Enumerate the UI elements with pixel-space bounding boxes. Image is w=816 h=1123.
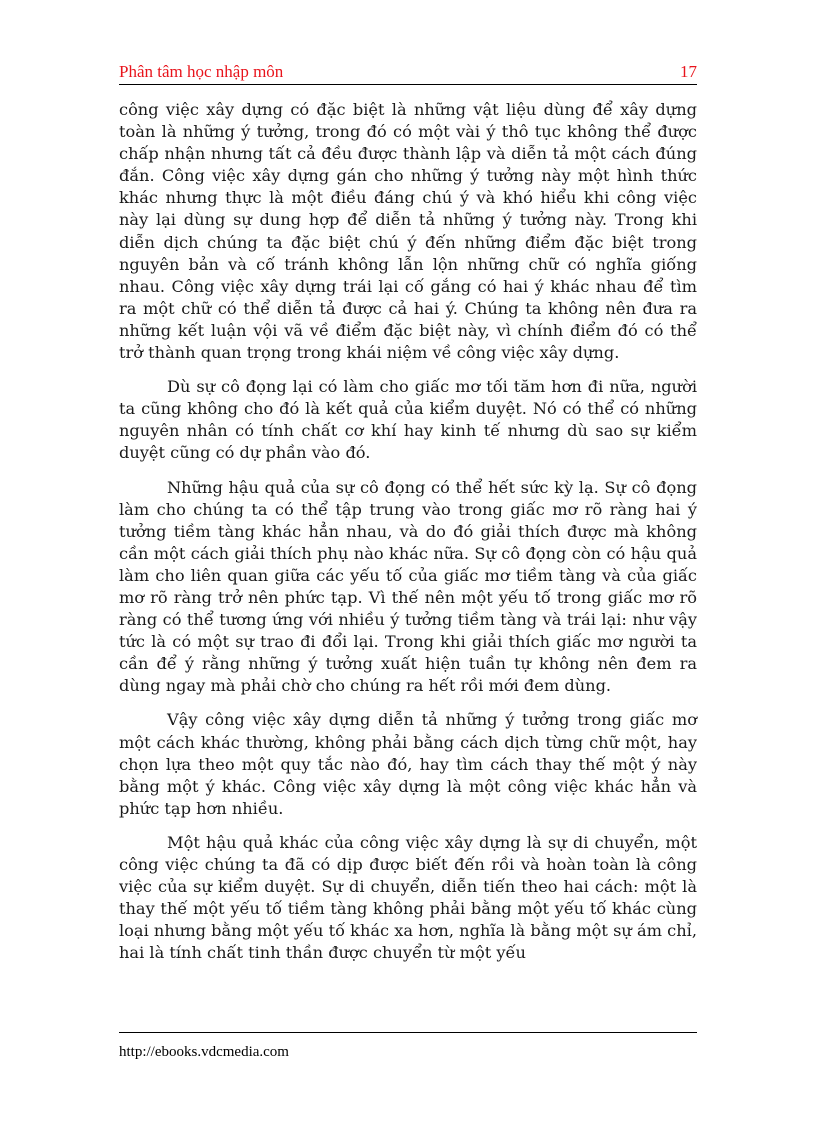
paragraph-5: Một hậu quả khác của công việc xây dựng là sự di chuyển, một công việc chúng ta đã có dịp được biết đến rồi và hoàn toàn là công việc của sự kiểm duyệt. Sự di chuyển, diễn tiến theo hai cách: một là thay thế một yếu tố tiềm tàng không phải bằng một yếu tố khác cùng loại nhưng bằng một yếu tố khác xa hơn, nghĩa là bằng một sự ám chỉ, hai là tính chất tinh thần được chuyển từ một yếu — [119, 832, 697, 963]
page-header — [119, 62, 697, 85]
page-footer — [119, 1032, 697, 1061]
book-title: Phân tâm học nhập môn — [119, 62, 284, 81]
page-number: 17 — [680, 62, 697, 81]
paragraph-3: Những hậu quả của sự cô đọng có thể hết sức kỳ lạ. Sự cô đọng làm cho chúng ta có thể tập trung vào trong giấc mơ rõ ràng hai ý tưởng tiềm tàng khác hẳn nhau, và do đó giải thích được mà không cần một cách giải thích phụ nào khác nữa. Sự cô đọng còn có hậu quả làm cho liên quan giữa các yếu tố của giấc mơ tiềm tàng và của giấc mơ rõ ràng trở nên phức tạp. Vì thế nên một yếu tố trong giấc mơ rõ ràng có thể tương ứng với nhiều ý tưởng tiềm tàng và trái lại: như vậy tức là có một sự trao đi đổi lại. Trong khi giải thích giấc mơ người ta cần để ý rằng những ý tưởng xuất hiện tuần tự không nên đem ra dùng ngay mà phải chờ cho chúng ra hết rồi mới đem dùng. — [119, 477, 697, 696]
paragraph-2: Dù sự cô đọng lại có làm cho giấc mơ tối tăm hơn đi nữa, người ta cũng không cho đó là kết quả của kiểm duyệt. Nó có thể có những nguyên nhân có tính chất cơ khí hay kinh tế nhưng dù sao sự kiểm duyệt cũng có dự phần vào đó. — [119, 377, 697, 463]
paragraph-1: công việc xây dựng có đặc biệt là những vật liệu dùng để xây dựng toàn là những ý tưởng, trong đó có một vài ý thô tục không thể được chấp nhận nhưng tất cả đều được thành lập và diễn tả một cách đúng đắn. Công việc xây dựng gán cho những ý tưởng này một hình thức khác nhưng thực là một điều đáng chú ý và khó hiểu khi công việc này lại dùng sự dung hợp để diễn tả những ý tưởng này. Trong khi diễn dịch chúng ta đặc biệt chú ý đến những điểm đặc biệt trong nguyên bản và cố tránh không lẫn lộn những chữ có nghĩa giống nhau. Công việc xây dựng trái lại cố gắng có hai ý khác nhau để tìm ra một chữ có thể diễn tả được cả hai ý. Chúng ta không nên đưa ra những kết luận vội vã về điểm đặc biệt này, vì chính điểm đó có thể trở thành quan trọng trong khái niệm về công việc xây dựng. — [119, 100, 697, 363]
body-text — [119, 99, 697, 976]
footer-url: http://ebooks.vdcmedia.com — [119, 1044, 289, 1060]
paragraph-4: Vậy công việc xây dựng diễn tả những ý tưởng trong giấc mơ một cách khác thường, không phải bằng cách dịch từng chữ một, hay chọn lựa theo một quy tắc nào đó, hay tìm cách thay thế một ý này bằng một ý khác. Công việc xây dựng là một công việc khác hẳn và phức tạp hơn nhiều. — [119, 710, 697, 818]
